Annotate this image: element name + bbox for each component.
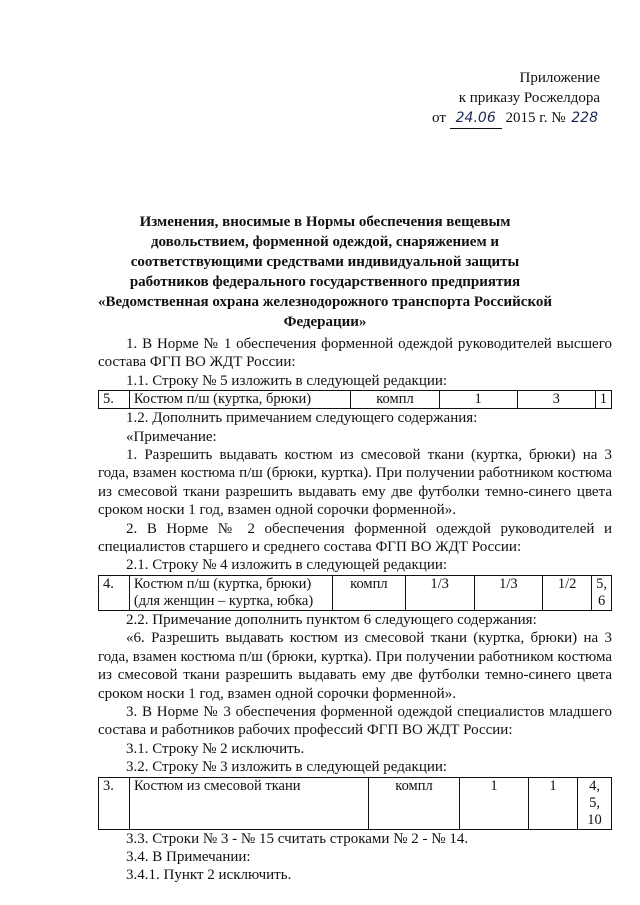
paragraph-2-1: 2.1. Строку № 4 изложить в следующей редакции: bbox=[126, 557, 448, 574]
paragraph-3: 3. В Норме № 3 обеспечения форменной одеждой специалистов младшего состава и работников рабочих профессий ФГП ВО ЖДТ России: bbox=[98, 703, 612, 739]
paragraph-3-4-1: 3.4.1. Пункт 2 исключить. bbox=[126, 867, 292, 884]
item-qty-3: 1 bbox=[595, 391, 611, 409]
item-name-line-2: (для женщин – куртка, юбка) bbox=[133, 592, 314, 609]
annex-title: Приложение bbox=[519, 70, 600, 86]
table-row bbox=[99, 391, 612, 409]
annex-header bbox=[432, 68, 600, 129]
item-qty-1: 1 bbox=[439, 391, 517, 409]
paragraph-2-2: 2.2. Примечание дополнить пунктом 6 следующего содержания: bbox=[126, 611, 537, 628]
annex-date-line bbox=[432, 108, 600, 129]
norm2-table bbox=[98, 575, 612, 611]
handwritten-date: 24.06 bbox=[450, 108, 502, 129]
row-number: 3. bbox=[99, 777, 130, 829]
paragraph-3-1: 3.1. Строку № 2 исключить. bbox=[126, 740, 305, 757]
item-name: Костюм п/ш (куртка, брюки) bbox=[129, 391, 350, 409]
row-number: 5. bbox=[99, 391, 130, 409]
item-qty-1: 1 bbox=[460, 777, 529, 829]
item-notes: 4, 5, 10 bbox=[578, 777, 612, 829]
note-1-heading: «Примечание: bbox=[126, 428, 217, 445]
note-1-body: 1. Разрешить выдавать костюм из смесовой ткани (куртка, брюки) на 3 года, взамен костюма п/ш (брюки, куртка). При получении работником костюма из смесовой ткани разрешить выдавать ему две футболки темно-синего цвета сроком носки 1 год, взамен одной сорочки форменной». bbox=[98, 447, 612, 519]
item-unit: компл bbox=[332, 575, 405, 610]
table-row bbox=[99, 575, 612, 610]
item-qty-2: 3 bbox=[517, 391, 595, 409]
row-number: 4. bbox=[99, 575, 130, 610]
paragraph-3-3: 3.3. Строки № 3 - № 15 считать строками № 2 - № 14. bbox=[126, 830, 469, 847]
document-title: Изменения, вносимые в Нормы обеспечения вещевым довольствием, форменной одеждой, снаряжением и соответствующими средствами индивидуальной защиты работников федерального государственного предприятия «Ведомственная охрана железнодорожного транспорта Российской Федерации» bbox=[97, 214, 553, 330]
item-qty-1: 1/3 bbox=[405, 575, 474, 610]
paragraph-3-4: 3.4. В Примечании: bbox=[126, 848, 251, 865]
annex-order-ref: к приказу Росжелдора bbox=[458, 90, 600, 106]
paragraph-1: 1. В Норме № 1 обеспечения форменной одеждой руководителей высшего состава ФГП ВО ЖДТ России: bbox=[98, 336, 612, 371]
note-6-body: «6. Разрешить выдавать костюм из смесовой ткани (куртка, брюки) на 3 года, взамен костюма п/ш (брюки, куртка). При получении работником костюма из смесовой ткани разрешить выдавать ему две футболки темно-синего цвета сроком носки 1 год, взамен одной сорочки форменной». bbox=[98, 630, 612, 702]
paragraph-2: 2. В Норме № 2 обеспечения форменной одеждой руководителей и специалистов старшего и среднего состава ФГП ВО ЖДТ России: bbox=[98, 520, 612, 556]
handwritten-order-number: 228 bbox=[571, 110, 598, 126]
item-qty-2: 1/3 bbox=[474, 575, 543, 610]
item-unit: компл bbox=[369, 777, 460, 829]
table-row bbox=[99, 777, 612, 829]
item-qty-2: 1 bbox=[529, 777, 578, 829]
paragraph-1-2: 1.2. Дополнить примечанием следующего содержания: bbox=[126, 410, 478, 427]
annex-year-text: 2015 г. № bbox=[505, 110, 566, 126]
item-qty-3: 1/2 bbox=[543, 575, 592, 610]
norm3-table bbox=[98, 777, 612, 830]
norm1-table bbox=[98, 390, 612, 409]
item-unit: компл bbox=[351, 391, 439, 409]
paragraph-1-1: 1.1. Строку № 5 изложить в следующей редакции: bbox=[126, 372, 448, 389]
document-body bbox=[98, 335, 612, 885]
item-notes: 5, 6 bbox=[592, 575, 612, 610]
item-name bbox=[129, 575, 332, 610]
paragraph-3-2: 3.2. Строку № 3 изложить в следующей редакции: bbox=[126, 759, 448, 776]
annex-from-label: от bbox=[432, 110, 446, 126]
item-name-line-1: Костюм п/ш (куртка, брюки) bbox=[133, 575, 312, 592]
item-name: Костюм из смесовой ткани bbox=[130, 777, 369, 829]
